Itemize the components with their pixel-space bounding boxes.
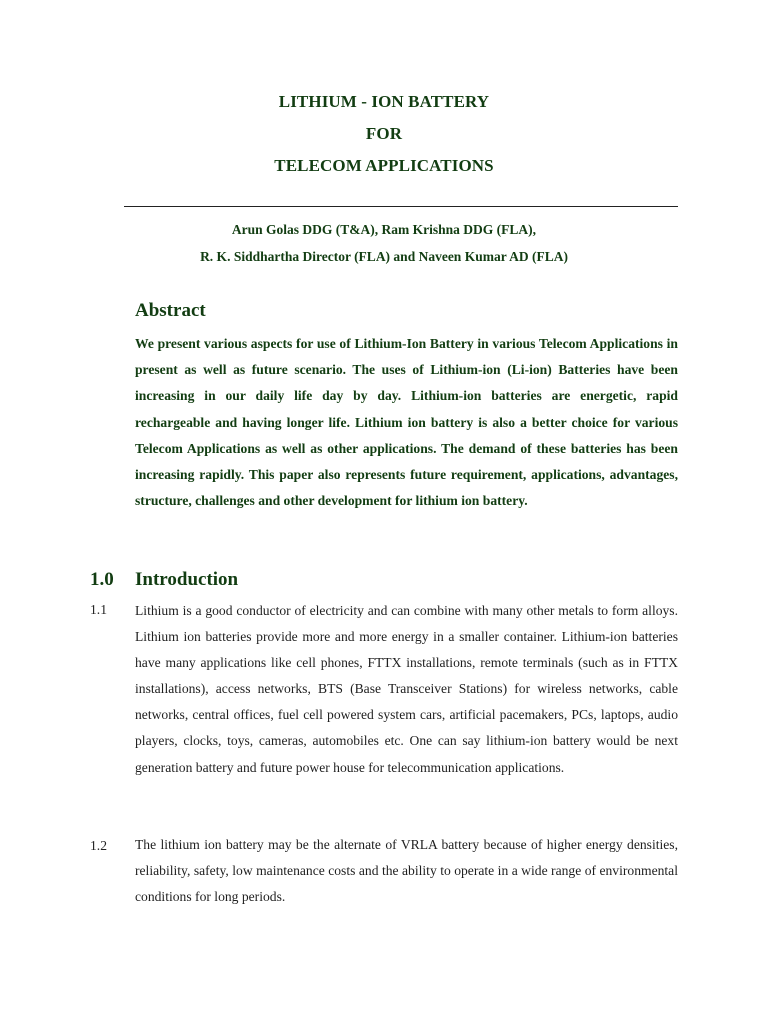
- title-line-3: TELECOM APPLICATIONS: [274, 156, 494, 175]
- paragraph-text: Lithium is a good conductor of electricity and can combine with many other metals to form alloys. Lithium ion batteries provide more and more energy in a smaller container. Lithium-ion batteries have many applications like cell phones, FTTX installations, remote terminals (such as in FTTX installations), access networks, BTS (Base Transceiver Stations) for wireless networks, cable networks, central offices, fuel cell powered system cars, artificial pacemakers, PCs, laptops, audio players, clocks, toys, cameras, automobiles etc. One can say lithium-ion battery would be next generation battery and future power house for telecommunication applications.: [135, 603, 678, 775]
- authors-line-2: R. K. Siddhartha Director (FLA) and Naveen Kumar AD (FLA): [200, 249, 568, 264]
- section-number: 1.0: [90, 569, 114, 590]
- paragraph-number: 1.2: [90, 838, 107, 853]
- paragraph-text: The lithium ion battery may be the alternate of VRLA battery because of higher energy densities, reliability, safety, low maintenance costs and the ability to operate in a wide range of environmental conditions for long periods.: [135, 837, 678, 905]
- title-divider: [124, 206, 678, 207]
- authors-line-1: Arun Golas DDG (T&A), Ram Krishna DDG (FLA),: [231, 222, 537, 237]
- title-line-1: LITHIUM - ION BATTERY: [278, 92, 490, 111]
- abstract-heading: Abstract: [135, 300, 206, 321]
- title-line-2: FOR: [365, 124, 403, 143]
- section-title: Introduction: [135, 569, 239, 590]
- paragraph-number: 1.1: [90, 602, 107, 617]
- abstract-body: We present various aspects for use of Lithium-Ion Battery in various Telecom Applications in present as well as future scenario. The uses of Lithium-ion (Li-ion) Batteries have been increasing in our daily life day by day. Lithium-ion batteries are energetic, rapid rechargeable and having longer life. Lithium ion battery is also a better choice for various Telecom Applications as well as other applications. The demand of these batteries has been increasing rapidly. This paper also represents future requirement, applications, advantages, structure, challenges and other development for lithium ion battery.: [135, 336, 678, 509]
